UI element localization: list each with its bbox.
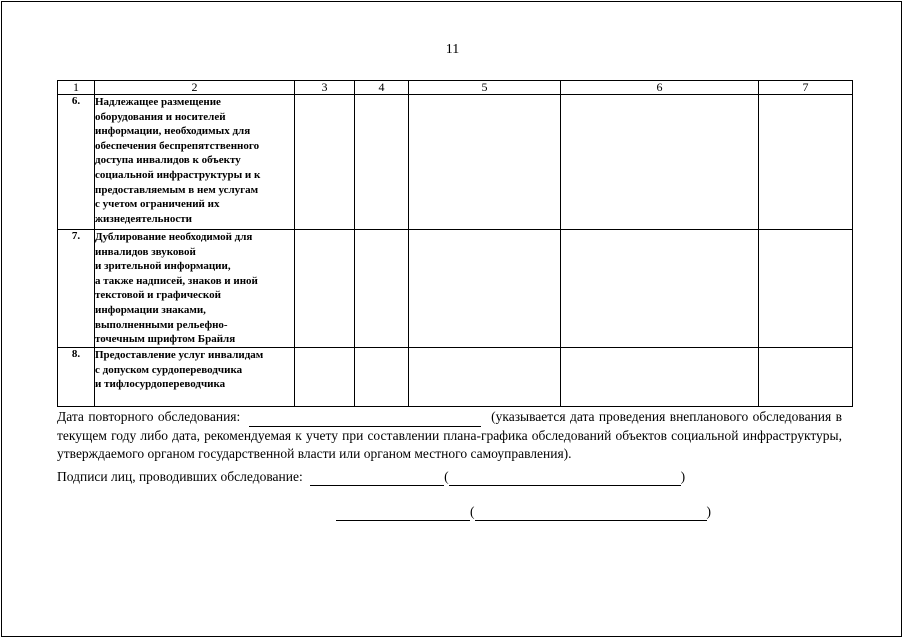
repeat-survey-note: (указывается дата проведения внепланового обследования в текущем году либо дата, рекомендуемая к учету при составлении плана-графика обследований объектов социальной инфраструктуры, утверждаемого органом государственной власти или органом местного самоуправления). [57,409,843,461]
empty-cell[interactable] [561,348,759,407]
row-description [95,348,295,407]
description-line: информации, необходимых для [95,125,251,138]
empty-cell[interactable] [561,230,759,348]
row-number: 8. [58,348,95,407]
description-line: инвалидов звуковой [95,245,196,258]
close-paren: ) [706,504,711,519]
description-line: выполненными рельефно- [95,318,228,331]
empty-cell[interactable] [759,95,853,230]
description-line: текстовой и графической [95,289,221,302]
description-line: и зрительной информации, [95,260,231,273]
empty-cell[interactable] [355,230,409,348]
table-row [58,348,853,407]
table-header-row [58,81,853,95]
description-line: доступа инвалидов к объекту [95,154,241,167]
empty-cell[interactable] [409,348,561,407]
empty-cell[interactable] [295,348,355,407]
description-line: точечным шрифтом Брайля [95,333,236,346]
close-paren: ) [680,469,686,484]
description-line: обеспечения беспрепятственного [95,139,260,152]
repeat-survey-section [57,407,842,464]
signature-blank[interactable] [310,467,444,486]
column-header: 7 [759,81,853,95]
row-number: 7. [58,230,95,348]
table-row [58,95,853,230]
description-line: и тифлосурдопереводчика [95,378,226,391]
empty-cell[interactable] [409,230,561,348]
column-header: 6 [561,81,759,95]
signature-row-1 [57,467,685,486]
description-line: с допуском сурдопереводчика [95,363,243,376]
page-number: 11 [445,42,460,57]
description-line: с учетом ограничений их [95,198,220,211]
empty-cell[interactable] [295,95,355,230]
row-description [95,230,295,348]
description-line: а также надписей, знаков и иной [95,274,258,287]
column-header: 4 [355,81,409,95]
empty-cell[interactable] [759,348,853,407]
empty-cell[interactable] [355,95,409,230]
empty-cell[interactable] [561,95,759,230]
name-blank[interactable] [449,467,681,486]
description-line: Предоставление услуг инвалидам [95,349,264,361]
empty-cell[interactable] [409,95,561,230]
repeat-survey-label: Дата повторного обследования: [57,409,241,424]
description-line: социальной инфраструктуры и к [95,168,261,181]
column-header: 1 [58,81,95,95]
survey-table [57,80,853,407]
column-header: 3 [295,81,355,95]
description-line: Дублирование необходимой для [95,231,253,243]
description-line: предоставляемым в нем услугам [95,183,259,196]
column-header: 2 [95,81,295,95]
empty-cell[interactable] [759,230,853,348]
open-paren: ( [444,469,449,484]
empty-cell[interactable] [355,348,409,407]
description-line: жизнедеятельности [95,212,192,225]
description-line: оборудования и носителей [95,110,226,123]
column-header: 5 [409,81,561,95]
signature-row-2 [336,502,711,521]
table-row [58,230,853,348]
row-description [95,95,295,230]
repeat-date-blank[interactable] [249,407,481,427]
description-line: информации знаками, [95,303,206,316]
signatures-label: Подписи лиц, проводивших обследование: [57,469,303,484]
signature-blank[interactable] [336,502,470,521]
open-paren: ( [470,504,475,519]
name-blank[interactable] [475,502,707,521]
row-number: 6. [58,95,95,230]
description-line: Надлежащее размещение [95,96,221,108]
empty-cell[interactable] [295,230,355,348]
